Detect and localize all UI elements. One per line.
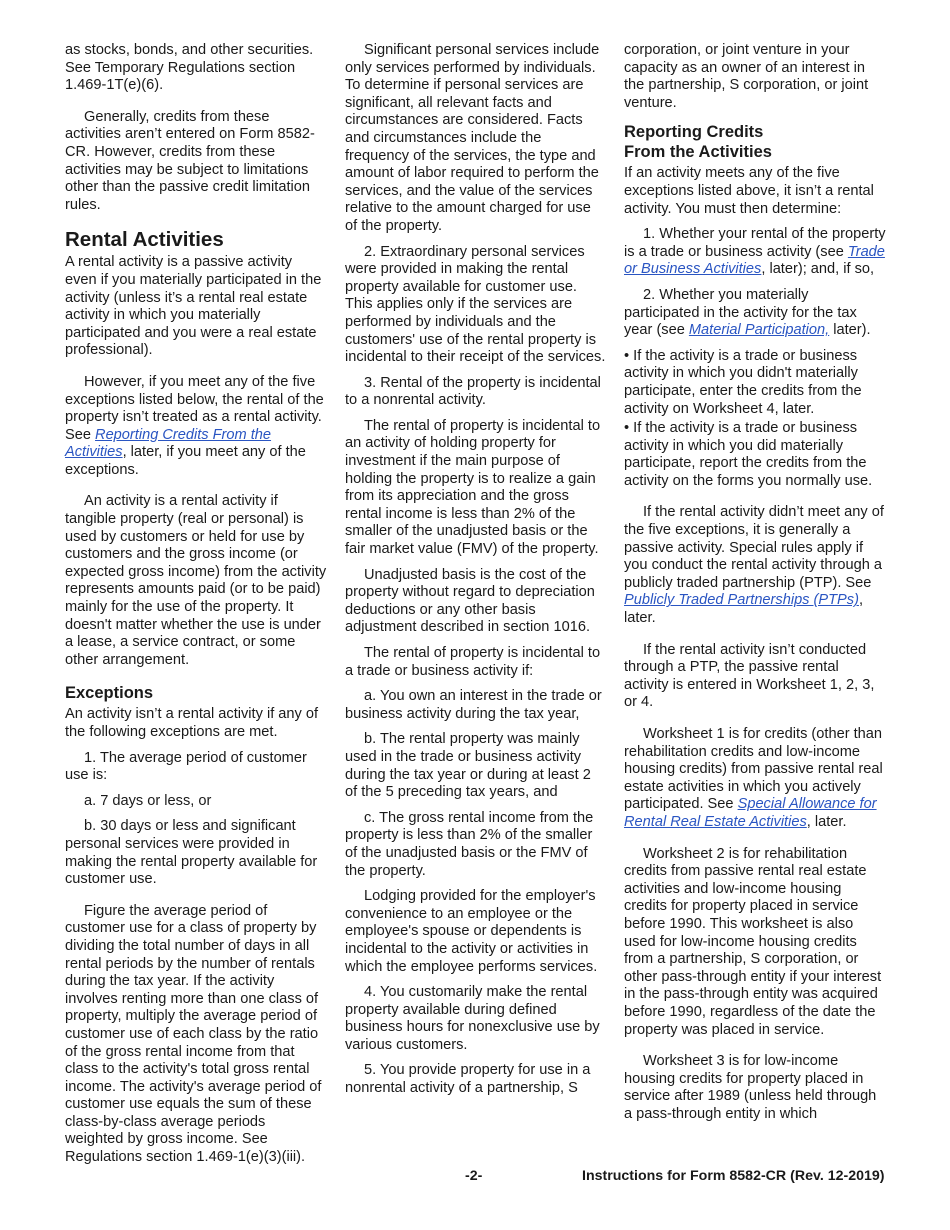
bullet-item: • If the activity is a trade or business activity in which you did materially participate, report the credits from the activity on the forms you normally use. <box>624 420 873 489</box>
page-number: -2- <box>465 1168 483 1184</box>
list-item: 2. Extraordinary personal services were provided in making the rental property available for customer use. This applies only if the services are performed by individuals and the customers' use of the rental property is incidental to their receipt of the services. <box>345 243 606 366</box>
paragraph: If the rental activity didn’t meet any of the five exceptions, it is generally a passive activity. Special rules apply if you conduct the rental activity through a publicly traded partnership (PTP). See Publicly Traded Partnerships (PTPs), later. <box>624 504 884 627</box>
heading-reporting-credits: Reporting Credits From the Activities <box>624 123 772 162</box>
paragraph: Worksheet 1 is for credits (other than rehabilitation credits and low-income housing credits) from passive rental real estate activities in which you actively participated. See Special Allowance for Rental Real Estate Activities, later. <box>624 726 883 830</box>
link-material-participation[interactable]: Material Participation, <box>688 322 830 339</box>
list-item: b. The rental property was mainly used in the trade or business activity during the tax year or during at least 2 of the 5 preceding tax years, and <box>345 731 591 801</box>
list-item: c. The gross rental income from the property is less than 2% of the smaller of the unadjusted basis or the FMV of the property. <box>345 809 594 879</box>
paragraph: The rental of property is incidental to a trade or business activity if: <box>345 645 601 679</box>
link-special-allowance[interactable]: Special Allowance for Rental Real Estate Activities <box>624 796 877 830</box>
paragraph: Worksheet 3 is for low-income housing credits for property placed in service after 1989 (unless held through a pass-through entity in which <box>624 1053 877 1122</box>
paragraph: A rental activity is a passive activity even if you materially participated in the activity (unless it’s a rental real estate activity in which you materially participated and you were a real estate professional). <box>65 254 322 359</box>
list-item: 1. Whether your rental of the property is a trade or business activity (see Trade or Business Activities, later); and, if so, <box>624 226 886 278</box>
list-item: 4. You customarily make the rental property available during defined business hours for nonexclusive use by various customers. <box>345 984 600 1053</box>
column-3 <box>624 42 886 1131</box>
list-item: 5. You provide property for use in a nonrental activity of a partnership, S <box>345 1062 591 1097</box>
column-2 <box>345 42 607 1106</box>
footer-title: Instructions for Form 8582-CR (Rev. 12-2019) <box>582 1168 885 1184</box>
list-item: 2. Whether you materially participated in the activity for the tax year (see Material Participation, later). <box>624 286 871 339</box>
paragraph: An activity isn’t a rental activity if any of the following exceptions are met. <box>65 706 319 740</box>
paragraph: Unadjusted basis is the cost of the property without regard to depreciation deductions or any other basis adjustment described in section 1016. <box>345 566 595 636</box>
list-item: 1. The average period of customer use is: <box>65 749 307 784</box>
list-item: 3. Rental of the property is incidental to a nonrental activity. <box>345 374 601 409</box>
paragraph: The rental of property is incidental to an activity of holding property for investment if the main purpose of holding the property is to realize a gain from its appreciation and the gross rental income is less than 2% of the smaller of the unadjusted basis or the fair market value (FMV) of the property. <box>345 417 601 558</box>
link-trade-or-business[interactable]: Trade or Business Activities <box>624 243 885 278</box>
paragraph: Figure the average period of customer use for a class of property by dividing the total number of days in all rental periods by the number of rentals during the tax year. If the activity involves renting more than one class of property, multiply the average period of customer use of each class by the ratio of the gross rental income from that class to the activity's total gross rental income. The activity's average period of customer use equals the sum of these class-by-class average periods weighted by gross income. See Regulations section 1.469-1(e)(3)(iii). <box>65 902 322 1166</box>
paragraph: If the rental activity isn’t conducted through a PTP, the passive rental activity is entered in Worksheet 1, 2, 3, or 4. <box>624 641 875 711</box>
paragraph: Lodging provided for the employer's convenience to an employee or the employee's spouse or dependents is incidental to the activity or activities in which the employee performs services. <box>345 888 598 975</box>
list-item: b. 30 days or less and significant personal services were provided in making the rental property available for customer use. <box>65 818 318 888</box>
heading-exceptions: Exceptions <box>65 684 154 703</box>
list-item: a. 7 days or less, or <box>84 792 212 809</box>
paragraph: However, if you meet any of the five exceptions listed below, the rental of the property isn’t treated as a rental activity. See Reporting Credits From the Activities, later, if you meet any of the exceptions. <box>65 373 324 478</box>
link-reporting-credits[interactable]: Reporting Credits From the Activities <box>65 426 272 461</box>
heading-rental-activities: Rental Activities <box>65 228 224 252</box>
list-item: a. You own an interest in the trade or business activity during the tax year, <box>345 688 602 722</box>
paragraph: Generally, credits from these activities aren’t entered on Form 8582-CR. However, credits from these activities may be subject to limitations other than the passive credit limitation rules. <box>65 108 315 213</box>
paragraph: corporation, or joint venture in your capacity as an owner of an interest in the partnership, S corporation, or joint venture. <box>624 42 869 111</box>
paragraph: Worksheet 2 is for rehabilitation credits from passive rental real estate activities and low-income housing credits for property placed in service before 1990. This worksheet is also used for low-income housing credits from a partnership, S corporation, or other pass-through entity if your interest in the pass-through entity was acquired before 1990, regardless of the date the property was placed in service. <box>624 845 882 1038</box>
link-publicly-traded-partnerships[interactable]: Publicly Traded Partnerships (PTPs) <box>624 592 859 609</box>
paragraph: An activity is a rental activity if tangible property (real or personal) is used by customers or held for use by customers and the gross income (or expected gross income) from the activity represents amounts paid (or to be paid) mainly for the use of the property. It doesn't matter whether the use is under a lease, a service contract, or some other arrangement. <box>65 493 327 668</box>
paragraph: If an activity meets any of the five exceptions listed above, it isn’t a rental activity. You must then determine: <box>624 165 874 217</box>
column-1 <box>65 42 327 1175</box>
bullet-item: • If the activity is a trade or business activity in which you didn't materially participate, enter the credits from the activity on Worksheet 4, later. <box>624 347 862 417</box>
paragraph: Significant personal services include only services performed by individuals. To determine if personal services are significant, all relevant facts and circumstances are considered. Facts and circumstances include the frequency of the services, the type and amount of labor required to perform the services, and the value of the services relative to the amount charged for use of the property. <box>345 42 600 234</box>
paragraph: as stocks, bonds, and other securities. See Temporary Regulations section 1.469-1T(e)(6). <box>65 42 314 94</box>
